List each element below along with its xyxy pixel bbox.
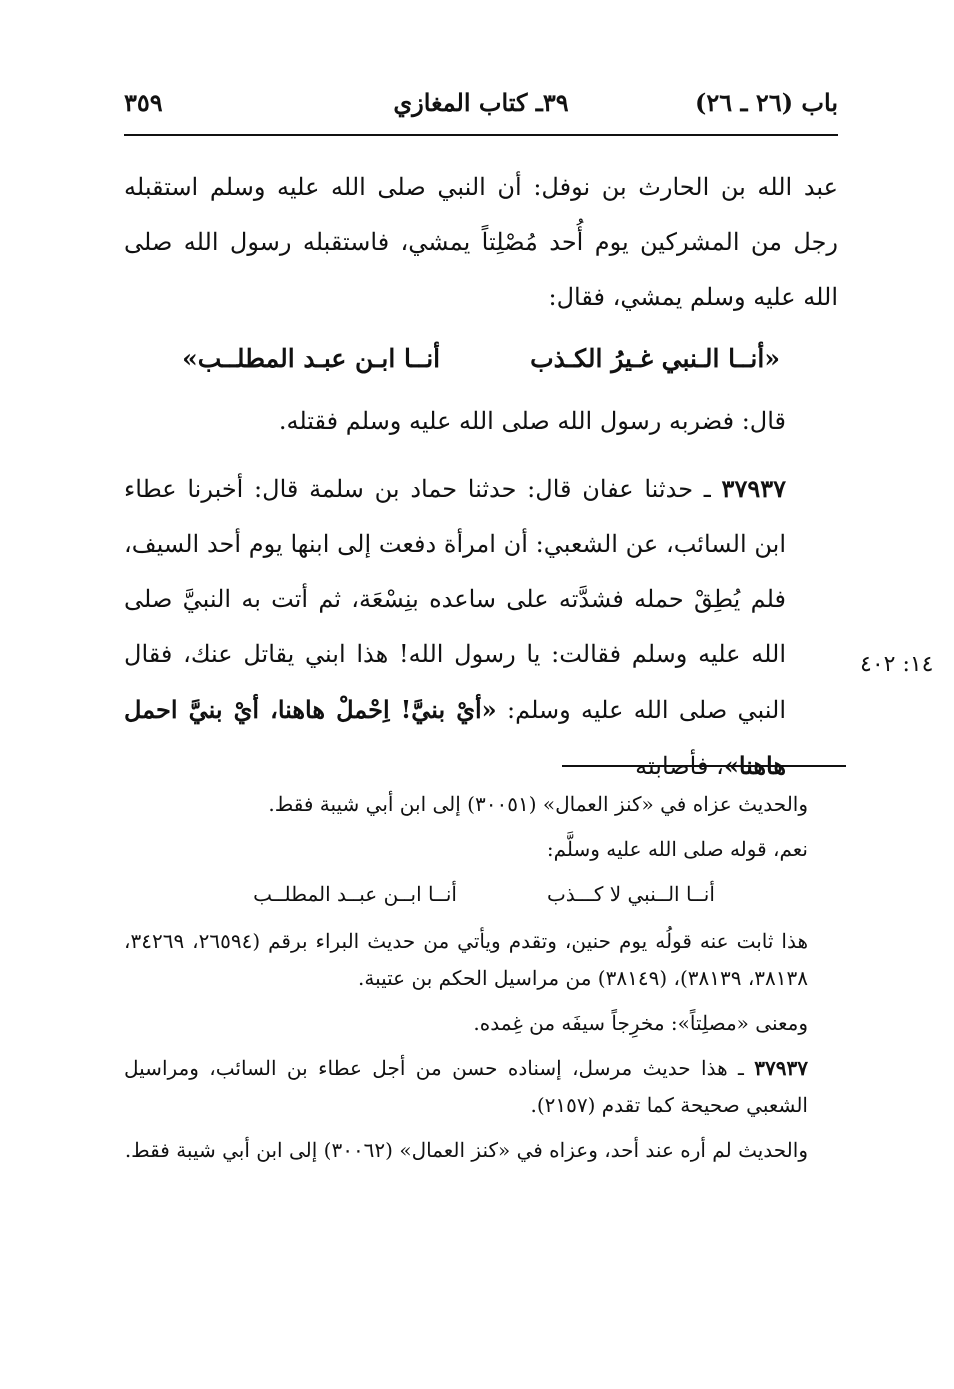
footnote-verse <box>124 876 844 913</box>
hadith-paragraph <box>124 461 838 794</box>
chapter-heading: باب (٢٦ ـ ٢٦) <box>695 88 838 117</box>
main-text <box>124 160 838 794</box>
footnote-line: والحديث عزاه في «كنز العمال» (٣٠٠٥١) إلى ابن أبي شيبة فقط. <box>268 792 808 816</box>
footnote-line: والحديث لم أره عند أحد، وعزاه في «كنز العمال» (٣٠٠٦٢) إلى ابن أبي شيبة فقط. <box>124 1138 808 1162</box>
footnotes-section <box>124 786 844 1177</box>
footnote-hadith-number: ٣٧٩٣٧ <box>754 1056 809 1080</box>
page-header <box>124 88 838 128</box>
verse-second-hemistich: أنــا ابـن عبـد المطلــب» <box>182 344 441 373</box>
footnote-divider <box>562 765 846 767</box>
footnote-verse-first: أنــا الــنبي لا كـــذب <box>546 882 715 906</box>
footnote-line: ومعنى «مصلِتاً»: مخرِجاً سيفَه من غِمده. <box>473 1011 808 1035</box>
hadith-text: ـ حدثنا عفان قال: حدثنا حماد بن سلمة قال: أخبرنا عطاء ابن السائب، عن الشعبي: أن امرأة دفعت إلى ابنها يوم أحد السيف، فلم يُطِقْ حمله فشدَّته على ساعده بنِسْعَة، ثم أتت به النبيَّ صلى الله عليه وسلم فقالت: يا رسول الله! هذا ابني يقاتل عنك، فقال النبي صلى الله عليه وسلم: <box>124 475 787 724</box>
paragraph-narration: عبد الله بن الحارث بن نوفل: أن النبي صلى الله عليه وسلم استقبله رجل من المشركين يوم أُحد مُصْلِتاً يمشي، فاستقبله رسول الله صلى الله عليه وسلم يمشي، فقال: <box>124 173 838 311</box>
paragraph-outcome: قال: فضربه رسول الله صلى الله عليه وسلم فقتله. <box>278 407 786 435</box>
header-divider <box>124 134 838 136</box>
footnote-verse-second: أنــا ابــن عبــد المطلــب <box>253 882 457 906</box>
footnote-line: هذا ثابت عنه قولُه يوم حنين، وتقدم ويأتي من حديث البراء برقم (٢٦٥٩٤، ٣٤٢٦٩، ٣٨١٣٨، ٣٨١٣٩)، (٣٨١٤٩) من مراسيل الحكم بن عتيبة. <box>124 929 809 990</box>
verse-first-hemistich: «أنــا الـنبي غـيرُ الكـذب <box>530 344 780 373</box>
hadith-quote: «أيْ بنيَّ! اِحْملْ هاهنا، أيْ بنيَّ احمل هاهنا» <box>124 695 786 780</box>
margin-reference: ١٤: ٤٠٢ <box>860 652 934 677</box>
footnote-commentary-text: ـ هذا حديث مرسل، إسناده حسن من أجل عطاء بن السائب، ومراسيل الشعبي صحيحة كما تقدم (٢١٥٧). <box>124 1056 808 1117</box>
footnote-line: نعم، قوله صلى الله عليه وسلَّم: <box>546 837 808 861</box>
footnote-commentary <box>124 1050 844 1124</box>
hadith-text-end: ، فأصابته <box>635 752 724 780</box>
hadith-number: ٣٧٩٣٧ <box>721 474 786 503</box>
page-number: ٣٥٩ <box>124 88 163 117</box>
poem-verse <box>124 331 838 386</box>
book-title: ٣٩ـ كتاب المغازي <box>393 88 569 117</box>
